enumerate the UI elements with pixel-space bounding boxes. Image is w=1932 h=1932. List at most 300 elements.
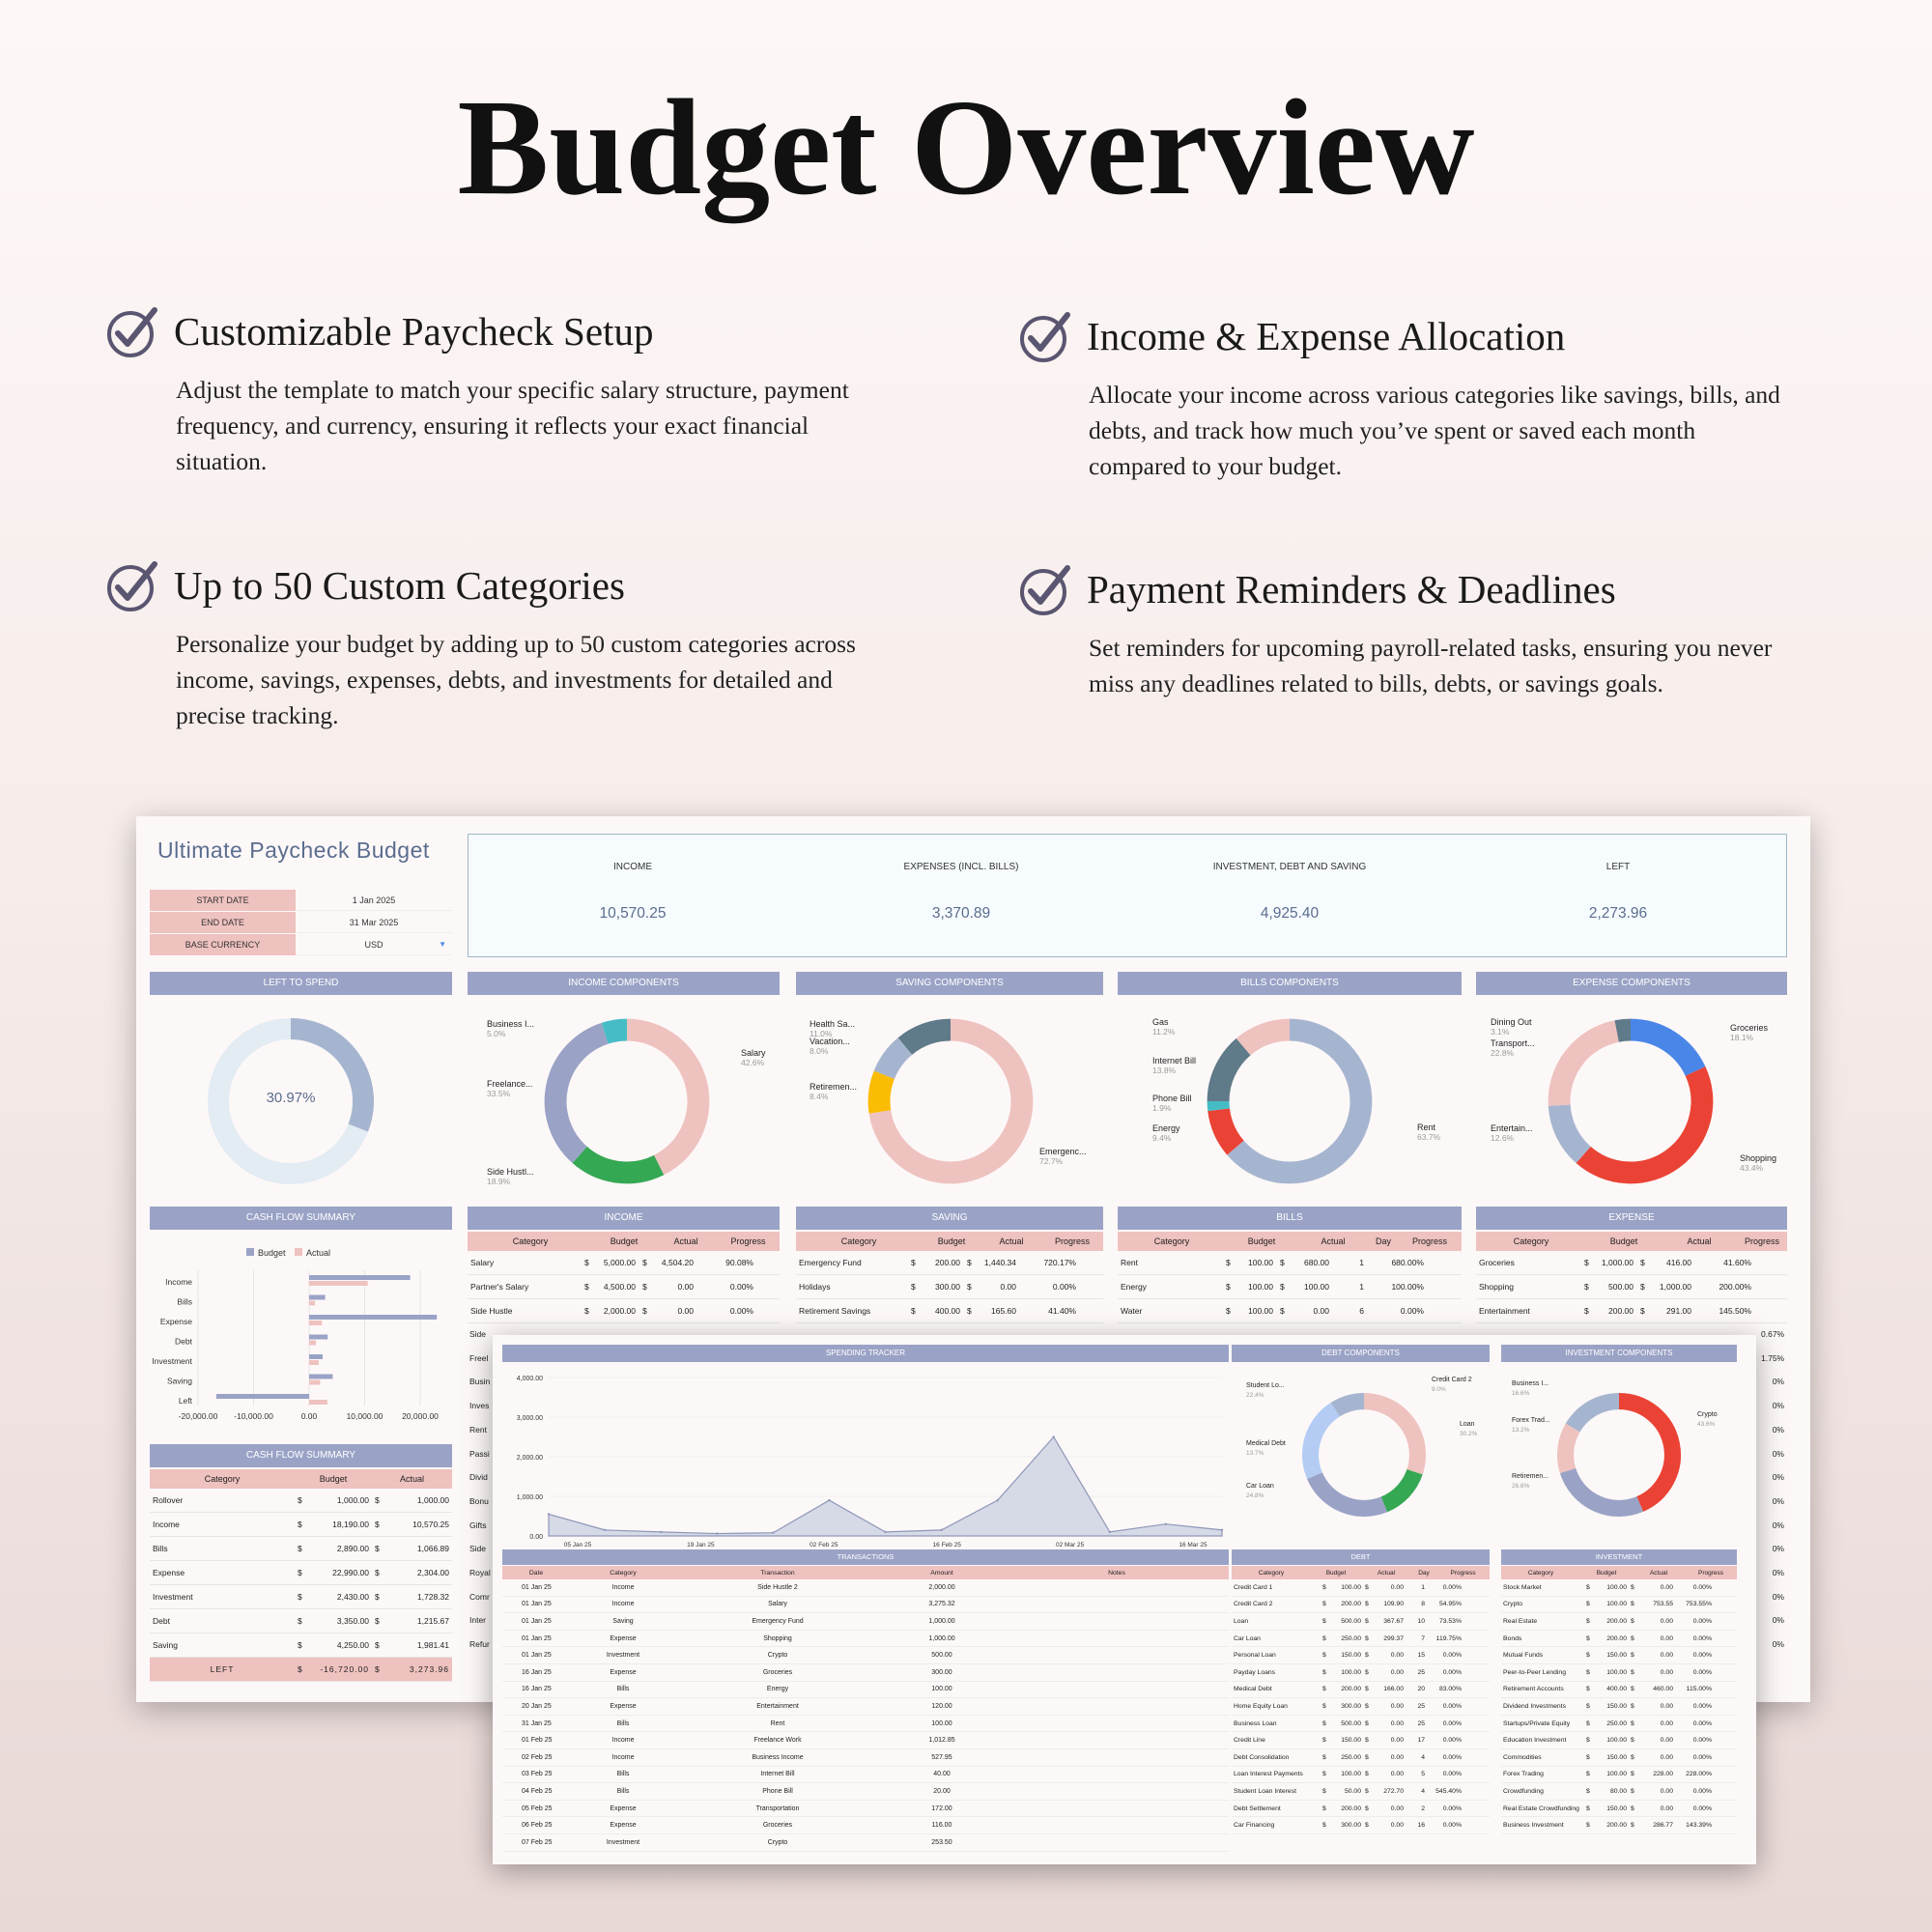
currency-symbol: $ bbox=[1631, 1753, 1634, 1761]
cell: 100.00 bbox=[1606, 1601, 1627, 1608]
table-row[interactable] bbox=[1476, 1275, 1787, 1299]
bills-label-5 bbox=[1152, 1017, 1175, 1037]
cell: 300.00 bbox=[931, 1668, 952, 1676]
cell: 367.67 bbox=[1383, 1617, 1404, 1625]
table-row[interactable] bbox=[1501, 1767, 1737, 1784]
cell: 0.00% bbox=[1442, 1652, 1462, 1660]
cell: 0.00% bbox=[1442, 1719, 1462, 1727]
cell: 2,304.00 bbox=[416, 1568, 449, 1577]
cell: 0.00 bbox=[1660, 1737, 1673, 1745]
table-row[interactable] bbox=[1118, 1299, 1462, 1323]
transaction-row[interactable] bbox=[502, 1579, 1229, 1597]
cell: Real Estate Crowdfunding bbox=[1503, 1804, 1579, 1812]
debt-label-3 bbox=[1246, 1482, 1274, 1501]
currency-symbol: $ bbox=[1322, 1753, 1326, 1761]
table-row[interactable] bbox=[1232, 1732, 1490, 1749]
table-row[interactable] bbox=[1501, 1749, 1737, 1767]
table-row[interactable] bbox=[468, 1275, 780, 1299]
expense-label-4 bbox=[1491, 1038, 1535, 1058]
slice-name: Credit Card 2 bbox=[1432, 1377, 1472, 1383]
column-header: Progress bbox=[1450, 1569, 1476, 1577]
cell: 0.00 bbox=[1660, 1804, 1673, 1812]
transaction-row[interactable] bbox=[502, 1613, 1229, 1631]
cell: 04 Feb 25 bbox=[522, 1787, 553, 1795]
cell: 0.00% bbox=[1442, 1702, 1462, 1710]
income-slice-4 bbox=[605, 1030, 627, 1034]
slice-name: Side Hustl... bbox=[487, 1167, 534, 1177]
cell: Business Loan bbox=[1234, 1719, 1277, 1727]
transaction-row[interactable] bbox=[502, 1732, 1229, 1749]
currency-symbol: $ bbox=[1631, 1686, 1634, 1693]
saving-slice-2 bbox=[879, 1075, 884, 1112]
slice-percent: 16.6% bbox=[1512, 1390, 1530, 1397]
saving-components-donut bbox=[866, 1016, 1036, 1186]
table-row[interactable] bbox=[1501, 1698, 1737, 1716]
hero-title: Budget Overview bbox=[457, 71, 1475, 223]
cell: 0.00% bbox=[1400, 1306, 1424, 1316]
legend-actual: Actual bbox=[306, 1248, 331, 1258]
table-row[interactable] bbox=[1501, 1817, 1737, 1834]
cell: 460.00 bbox=[1653, 1686, 1673, 1693]
cell: Salary bbox=[768, 1601, 787, 1608]
cell: Shopping bbox=[763, 1634, 792, 1642]
cell: 116.00 bbox=[931, 1822, 952, 1830]
cell: 0.00% bbox=[1692, 1668, 1712, 1676]
cell: 20.00 bbox=[933, 1787, 951, 1795]
cell: 200.00 bbox=[1606, 1634, 1627, 1642]
cell: $ bbox=[298, 1640, 302, 1650]
investment-slice-4 bbox=[1573, 1402, 1619, 1429]
slice-name: Forex Trad... bbox=[1512, 1417, 1550, 1424]
y-tick-label: 3,000.00 bbox=[516, 1415, 543, 1422]
table-row[interactable] bbox=[796, 1275, 1103, 1299]
currency-symbol: $ bbox=[584, 1258, 589, 1267]
left-to-spend-arc bbox=[291, 1029, 363, 1127]
cell: 73.53% bbox=[1438, 1617, 1462, 1625]
currency-symbol: $ bbox=[1322, 1719, 1326, 1727]
cell: 1,215.67 bbox=[416, 1616, 449, 1626]
currency-symbol: $ bbox=[1586, 1753, 1590, 1761]
currency-symbol: $ bbox=[1586, 1634, 1590, 1642]
cell: Expense bbox=[610, 1668, 637, 1676]
investment-label-4 bbox=[1512, 1379, 1548, 1399]
cell: 0.00 bbox=[1660, 1583, 1673, 1591]
cell: 0.00 bbox=[1390, 1702, 1404, 1710]
table-row[interactable] bbox=[150, 1609, 452, 1634]
slice-percent: 22.8% bbox=[1491, 1048, 1515, 1058]
spending-tracker-area-chart bbox=[502, 1366, 1229, 1569]
cell: Saving bbox=[612, 1617, 634, 1625]
slice-percent: 5.0% bbox=[487, 1029, 506, 1038]
cell: Student Loan Interest bbox=[1234, 1787, 1296, 1795]
currency-symbol: $ bbox=[1631, 1719, 1634, 1727]
expense-slice-4 bbox=[1559, 1031, 1617, 1105]
cell: 41.40% bbox=[1048, 1306, 1076, 1316]
table-row[interactable] bbox=[1232, 1597, 1490, 1614]
table-row[interactable] bbox=[1232, 1579, 1490, 1597]
cell: $ bbox=[375, 1592, 380, 1602]
cell: Forex Trading bbox=[1503, 1771, 1544, 1778]
band-saving: SAVING bbox=[796, 1207, 1103, 1230]
cell: Shopping bbox=[1479, 1282, 1514, 1292]
category-label: Saving bbox=[167, 1376, 192, 1386]
table-row[interactable] bbox=[1232, 1613, 1490, 1631]
table-row[interactable] bbox=[1501, 1783, 1737, 1801]
cell: 4,250.00 bbox=[336, 1640, 369, 1650]
expense-label-2 bbox=[1740, 1153, 1776, 1173]
expense-row-partial: 0% bbox=[1772, 1568, 1784, 1577]
cell: 100.00 bbox=[1248, 1258, 1273, 1267]
transactions-header bbox=[502, 1566, 1229, 1579]
table-row[interactable] bbox=[150, 1489, 452, 1513]
transaction-row[interactable] bbox=[502, 1817, 1229, 1834]
table-row[interactable] bbox=[1232, 1817, 1490, 1834]
end-date-value[interactable]: 31 Mar 2025 bbox=[296, 912, 452, 933]
expense-row-partial: 0% bbox=[1772, 1591, 1784, 1602]
table-row[interactable] bbox=[1476, 1251, 1787, 1275]
currency-symbol: $ bbox=[1322, 1804, 1326, 1812]
saving-table-header bbox=[796, 1232, 1103, 1251]
cell: 119.75% bbox=[1435, 1634, 1462, 1642]
transaction-row[interactable] bbox=[502, 1597, 1229, 1614]
cell: Saving bbox=[153, 1640, 178, 1650]
spending-point bbox=[940, 1529, 942, 1531]
summary-label: INCOME bbox=[613, 862, 652, 872]
x-tick-label: -10,000.00 bbox=[234, 1411, 273, 1421]
currency-symbol: $ bbox=[967, 1258, 972, 1267]
currency-symbol: $ bbox=[1586, 1702, 1590, 1710]
cell: 1,000.00 bbox=[336, 1495, 369, 1505]
table-row[interactable] bbox=[150, 1561, 452, 1585]
table-row[interactable] bbox=[1501, 1613, 1737, 1631]
band-transactions: TRANSACTIONS bbox=[502, 1549, 1229, 1565]
cell: 01 Jan 25 bbox=[522, 1617, 552, 1625]
cell: Entertainment bbox=[1479, 1306, 1530, 1316]
slice-percent: 30.2% bbox=[1460, 1431, 1478, 1437]
table-row[interactable] bbox=[468, 1251, 780, 1275]
slice-percent: 43.4% bbox=[1740, 1163, 1764, 1173]
column-header: Progress bbox=[730, 1236, 766, 1246]
cell: $ bbox=[375, 1568, 380, 1577]
cell: 0.00 bbox=[1390, 1737, 1404, 1745]
cell: Emergency Fund bbox=[752, 1617, 804, 1625]
transaction-row[interactable] bbox=[502, 1749, 1229, 1767]
cell: Expense bbox=[610, 1822, 637, 1830]
slice-name: Business I... bbox=[487, 1019, 535, 1029]
category-label: Bills bbox=[177, 1296, 192, 1307]
cell: 100.00 bbox=[1248, 1282, 1273, 1292]
currency-symbol: $ bbox=[1322, 1737, 1326, 1745]
currency-symbol: $ bbox=[1640, 1258, 1645, 1267]
debt-label-5 bbox=[1432, 1376, 1472, 1395]
table-row[interactable] bbox=[150, 1513, 452, 1537]
expense-slice-1 bbox=[1631, 1030, 1695, 1071]
cell: Crowdfunding bbox=[1503, 1787, 1544, 1795]
table-row[interactable] bbox=[1232, 1749, 1490, 1767]
cell: 2,000.00 bbox=[603, 1306, 636, 1316]
cell: 0.00 bbox=[1390, 1753, 1404, 1761]
transaction-row[interactable] bbox=[502, 1631, 1229, 1648]
cell: 2 bbox=[1421, 1804, 1425, 1812]
transaction-row[interactable] bbox=[502, 1664, 1229, 1682]
cell: 200.00 bbox=[935, 1258, 960, 1267]
transaction-row[interactable] bbox=[502, 1682, 1229, 1699]
feature-description: Allocate your income across various categories like savings, bills, and debts, and track how much you’ve spent or saved each month compared to your budget. bbox=[1089, 381, 1780, 480]
column-header: Amount bbox=[930, 1569, 953, 1577]
cell: Dividend Investments bbox=[1503, 1702, 1566, 1710]
table-row[interactable] bbox=[1232, 1682, 1490, 1699]
transaction-row[interactable] bbox=[502, 1698, 1229, 1716]
income-row-partial: Inter bbox=[469, 1615, 487, 1626]
column-header: Notes bbox=[1108, 1569, 1125, 1577]
column-header: Budget bbox=[1247, 1236, 1276, 1246]
transaction-row[interactable] bbox=[502, 1783, 1229, 1801]
cell: 100.00 bbox=[1248, 1306, 1273, 1316]
cell: 07 Feb 25 bbox=[522, 1838, 553, 1846]
cell: Partner's Salary bbox=[470, 1282, 529, 1292]
table-row[interactable] bbox=[1232, 1647, 1490, 1664]
cell: 1,000.00 bbox=[928, 1634, 955, 1642]
cell: Crypto bbox=[1503, 1601, 1523, 1608]
slice-name: Medical Debt bbox=[1246, 1440, 1286, 1447]
x-tick-label: 02 Mar 25 bbox=[1055, 1542, 1085, 1548]
cell: 0.00 bbox=[1660, 1652, 1673, 1660]
start-date-value[interactable]: 1 Jan 2025 bbox=[296, 890, 452, 911]
table-row[interactable] bbox=[796, 1251, 1103, 1275]
bar-actual-saving bbox=[309, 1380, 320, 1385]
table-row[interactable] bbox=[150, 1537, 452, 1561]
cell: Investment bbox=[153, 1592, 193, 1602]
table-row[interactable] bbox=[1232, 1664, 1490, 1682]
cell: 1,000.00 bbox=[1601, 1258, 1634, 1267]
table-row[interactable] bbox=[1232, 1783, 1490, 1801]
currency-symbol: $ bbox=[1322, 1617, 1326, 1625]
expense-row-partial: 0% bbox=[1772, 1472, 1784, 1483]
currency-symbol: $ bbox=[1631, 1652, 1634, 1660]
cell: 0.00 bbox=[1390, 1822, 1404, 1830]
expense-label-5 bbox=[1491, 1017, 1532, 1037]
left-to-spend-percent: 30.97% bbox=[266, 1090, 316, 1106]
transaction-row[interactable] bbox=[502, 1716, 1229, 1733]
cell: 0.00 bbox=[1390, 1719, 1404, 1727]
slice-name: Health Sa... bbox=[810, 1019, 856, 1029]
cell: 1 bbox=[1421, 1583, 1425, 1591]
cell: Payday Loans bbox=[1234, 1668, 1276, 1676]
expense-row-partial: 0% bbox=[1772, 1495, 1784, 1506]
table-row[interactable] bbox=[1232, 1716, 1490, 1733]
expense-slice-5 bbox=[1617, 1030, 1631, 1031]
cell: 0.00 bbox=[677, 1282, 694, 1292]
feature-title: Up to 50 Custom Categories bbox=[174, 563, 625, 608]
table-row[interactable] bbox=[1501, 1579, 1737, 1597]
transaction-row[interactable] bbox=[502, 1834, 1229, 1852]
table-row[interactable] bbox=[1501, 1732, 1737, 1749]
currency-symbol: $ bbox=[1226, 1258, 1231, 1267]
cell: 115.00% bbox=[1686, 1686, 1712, 1693]
x-tick-label: 20,000.00 bbox=[402, 1411, 439, 1421]
band-income: INCOME bbox=[468, 1207, 780, 1230]
expense-row-partial: 0% bbox=[1772, 1615, 1784, 1626]
cell: 1,981.41 bbox=[416, 1640, 449, 1650]
category-label: Left bbox=[178, 1396, 192, 1406]
currency-symbol: $ bbox=[584, 1306, 589, 1316]
band-cash-flow-table: CASH FLOW SUMMARY bbox=[150, 1444, 452, 1467]
cell: Education Investment bbox=[1503, 1737, 1567, 1745]
cell: 0.00% bbox=[1442, 1804, 1462, 1812]
cell: 500.00 bbox=[1341, 1719, 1361, 1727]
cell: 0.00 bbox=[1660, 1753, 1673, 1761]
slice-name: Vacation... bbox=[810, 1037, 850, 1046]
cell: 680.00 bbox=[1304, 1258, 1329, 1267]
currency-symbol: $ bbox=[1365, 1787, 1369, 1795]
table-row[interactable] bbox=[150, 1585, 452, 1609]
cell: 150.00 bbox=[1341, 1737, 1361, 1745]
table-row[interactable] bbox=[150, 1634, 452, 1658]
table-row[interactable] bbox=[1501, 1682, 1737, 1699]
x-tick-label: 05 Jan 25 bbox=[563, 1542, 592, 1548]
column-header: Category bbox=[204, 1474, 241, 1484]
currency-select[interactable] bbox=[296, 934, 452, 955]
table-row[interactable] bbox=[1501, 1597, 1737, 1614]
cell: Income bbox=[153, 1520, 180, 1529]
debt-slice-4 bbox=[1311, 1409, 1336, 1475]
currency-symbol: $ bbox=[1586, 1583, 1590, 1591]
table-row[interactable] bbox=[1232, 1767, 1490, 1784]
column-header: Category bbox=[512, 1236, 549, 1246]
expense-row-partial: 0.67% bbox=[1761, 1329, 1785, 1339]
saving-label-3 bbox=[810, 1037, 850, 1056]
table-row[interactable] bbox=[796, 1299, 1103, 1323]
slice-percent: 18.1% bbox=[1730, 1033, 1754, 1042]
spending-point bbox=[996, 1499, 998, 1501]
slice-name: Salary bbox=[741, 1048, 766, 1058]
transaction-row[interactable] bbox=[502, 1801, 1229, 1818]
currency-symbol: $ bbox=[584, 1282, 589, 1292]
income-row-partial: Passi bbox=[469, 1448, 490, 1459]
cell: 100.00% bbox=[1391, 1282, 1424, 1292]
cell: $ bbox=[375, 1616, 380, 1626]
expense-row-partial: 0% bbox=[1772, 1639, 1784, 1650]
table-row[interactable] bbox=[1476, 1299, 1787, 1323]
expense-row-partial: 0% bbox=[1772, 1448, 1784, 1459]
table-row[interactable] bbox=[1232, 1698, 1490, 1716]
feature-title: Payment Reminders & Deadlines bbox=[1087, 567, 1616, 611]
table-row[interactable] bbox=[1118, 1251, 1462, 1275]
cell: 25 bbox=[1417, 1702, 1425, 1710]
slice-name: Dining Out bbox=[1491, 1017, 1532, 1027]
cell: Real Estate bbox=[1503, 1617, 1538, 1625]
spending-point bbox=[1053, 1435, 1055, 1437]
column-header: Category bbox=[1153, 1236, 1190, 1246]
cell: 40.00 bbox=[933, 1771, 951, 1778]
currency-symbol: $ bbox=[1631, 1822, 1634, 1830]
transaction-row[interactable] bbox=[502, 1647, 1229, 1664]
cell: 1,066.89 bbox=[416, 1544, 449, 1553]
cell: 10 bbox=[1417, 1617, 1425, 1625]
table-row[interactable] bbox=[1501, 1647, 1737, 1664]
table-row[interactable] bbox=[1501, 1664, 1737, 1682]
slice-name: Emergenc... bbox=[1039, 1147, 1087, 1156]
debt-table-header bbox=[1232, 1566, 1490, 1579]
cell: 0.00% bbox=[1442, 1737, 1462, 1745]
cell: 150.00 bbox=[1606, 1702, 1627, 1710]
table-row[interactable] bbox=[1232, 1801, 1490, 1818]
cell: 0.00 bbox=[1313, 1306, 1329, 1316]
transaction-row[interactable] bbox=[502, 1767, 1229, 1784]
table-row[interactable] bbox=[1501, 1631, 1737, 1648]
cell: Income bbox=[611, 1601, 635, 1608]
cell: 100.00 bbox=[1606, 1583, 1627, 1591]
cell: Retirement Accounts bbox=[1503, 1686, 1564, 1693]
income-row-partial: Gifts bbox=[469, 1520, 487, 1530]
feature-heading bbox=[106, 304, 879, 358]
cell: 400.00 bbox=[935, 1306, 960, 1316]
debt-slice-3 bbox=[1315, 1476, 1384, 1509]
bar-actual-debt bbox=[309, 1341, 316, 1346]
cell: $ bbox=[298, 1592, 302, 1602]
currency-symbol: $ bbox=[1365, 1771, 1369, 1778]
cell: 0.00% bbox=[1692, 1634, 1712, 1642]
cell: 228.00 bbox=[1653, 1771, 1673, 1778]
table-row[interactable] bbox=[1501, 1716, 1737, 1733]
bills-label-4 bbox=[1152, 1056, 1196, 1075]
cell: 0.00 bbox=[1660, 1719, 1673, 1727]
cell: 250.00 bbox=[1341, 1634, 1361, 1642]
feature-heading bbox=[106, 558, 879, 612]
feature-4 bbox=[1019, 562, 1792, 701]
currency-symbol: $ bbox=[642, 1306, 647, 1316]
dropdown-arrow-icon[interactable]: ▼ bbox=[439, 940, 446, 949]
cell: Rent bbox=[770, 1719, 785, 1727]
cell: Bills bbox=[153, 1544, 168, 1553]
cell: Energy bbox=[1121, 1282, 1147, 1292]
currency-symbol: $ bbox=[1631, 1702, 1634, 1710]
x-tick-label: 0.00 bbox=[300, 1411, 318, 1421]
currency-symbol: $ bbox=[1586, 1668, 1590, 1676]
cell: 0.00 bbox=[1660, 1668, 1673, 1676]
currency-symbol: $ bbox=[1365, 1583, 1369, 1591]
cell: Emergency Fund bbox=[799, 1258, 862, 1267]
cell: Expense bbox=[610, 1702, 637, 1710]
cell: 8 bbox=[1421, 1601, 1425, 1608]
feature-description: Personalize your budget by adding up to 50 custom categories across income, savings, expenses, debts, and investments for detailed and precise tracking. bbox=[176, 630, 856, 729]
table-row[interactable] bbox=[1118, 1275, 1462, 1299]
slice-name: Loan bbox=[1460, 1421, 1475, 1428]
spending-point bbox=[884, 1531, 886, 1533]
table-row[interactable] bbox=[1232, 1631, 1490, 1648]
cell: 0.00 bbox=[1660, 1702, 1673, 1710]
cell: 200.00 bbox=[1606, 1822, 1627, 1830]
band-left-to-spend: LEFT TO SPEND bbox=[150, 972, 452, 995]
cell: 16 bbox=[1417, 1822, 1425, 1830]
cash-flow-table-header bbox=[150, 1469, 452, 1489]
expense-label-1 bbox=[1730, 1023, 1768, 1042]
income-components-donut bbox=[542, 1016, 712, 1186]
band-cash-flow-chart: CASH FLOW SUMMARY bbox=[150, 1207, 452, 1230]
cell: Bills bbox=[616, 1719, 630, 1727]
cell: 150.00 bbox=[1606, 1753, 1627, 1761]
table-row[interactable] bbox=[1501, 1801, 1737, 1818]
cell: 0.00 bbox=[1660, 1787, 1673, 1795]
cell: 150.00 bbox=[1606, 1804, 1627, 1812]
cell: 16 Jan 25 bbox=[522, 1668, 552, 1676]
slice-percent: 63.7% bbox=[1417, 1132, 1441, 1142]
table-row[interactable] bbox=[468, 1299, 780, 1323]
currency-symbol: $ bbox=[1365, 1719, 1369, 1727]
feature-title: Customizable Paycheck Setup bbox=[174, 309, 654, 354]
currency-symbol: $ bbox=[1365, 1617, 1369, 1625]
column-header: Actual bbox=[1687, 1236, 1712, 1246]
